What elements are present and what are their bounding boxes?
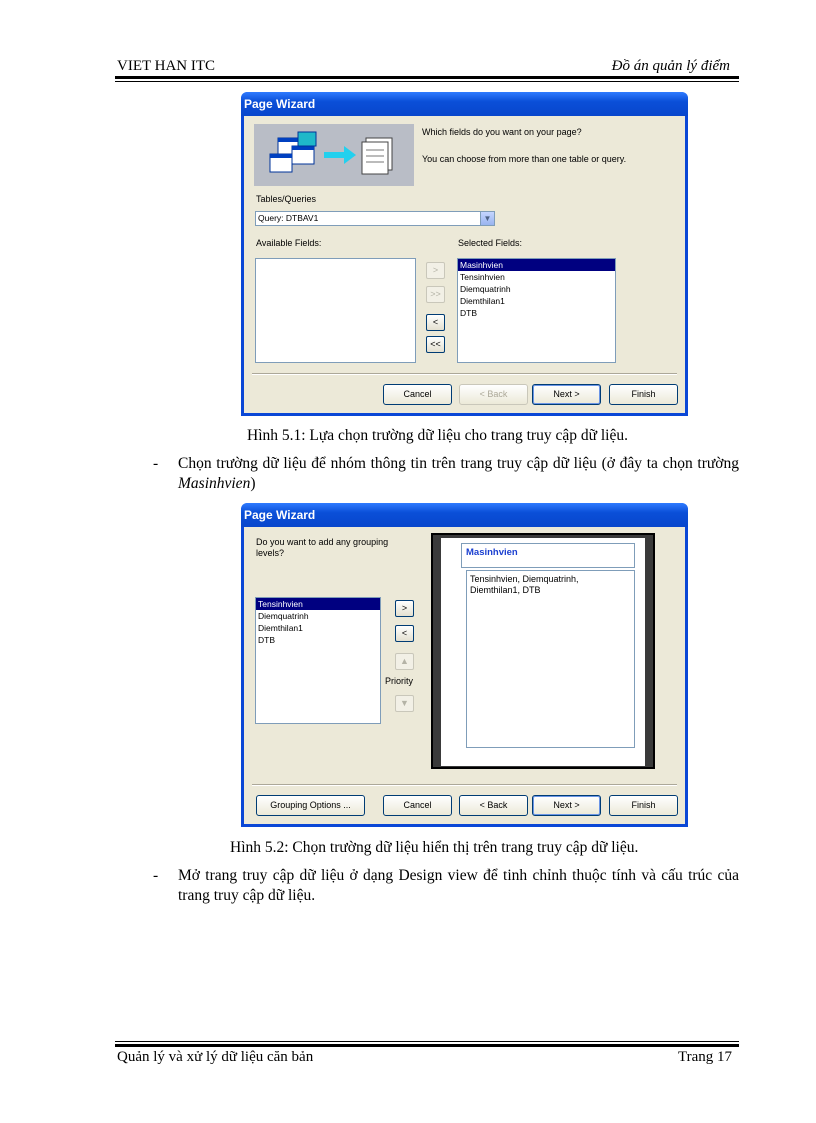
list-item[interactable]: Masinhvien bbox=[458, 259, 615, 271]
add-all-fields-button[interactable]: >> bbox=[426, 286, 445, 303]
page-header-left: VIET HAN ITC bbox=[117, 58, 216, 74]
footer-rule-thin bbox=[115, 1041, 739, 1042]
divider bbox=[252, 784, 677, 786]
dialog-body bbox=[244, 527, 685, 824]
finish-button[interactable]: Finish bbox=[609, 795, 678, 816]
back-button[interactable]: < Back bbox=[459, 384, 528, 405]
footer-rule-thick bbox=[115, 1044, 739, 1047]
figure-caption-1: Hình 5.1: Lựa chọn trường dữ liệu cho trang truy cập dữ liệu. bbox=[247, 427, 628, 444]
tables-queries-combo[interactable] bbox=[255, 211, 495, 226]
bullet-paragraph-1 bbox=[153, 454, 739, 494]
selected-fields-list[interactable] bbox=[457, 258, 616, 363]
arrow-down-icon: ▼ bbox=[400, 698, 409, 708]
next-button[interactable]: Next > bbox=[532, 384, 601, 405]
list-item[interactable]: Diemthilan1 bbox=[460, 296, 505, 306]
list-item[interactable]: Diemquatrinh bbox=[460, 284, 511, 294]
add-field-button[interactable]: > bbox=[426, 262, 445, 279]
list-item[interactable]: DTB bbox=[258, 635, 275, 645]
chevron-down-icon[interactable]: ▼ bbox=[480, 212, 494, 225]
page-number: Trang 17 bbox=[677, 1049, 732, 1065]
list-item[interactable]: Tensinhvien bbox=[460, 272, 505, 282]
figure-caption-2: Hình 5.2: Chọn trường dữ liệu hiển thị trên trang truy cập dữ liệu. bbox=[230, 839, 639, 856]
remove-grouping-button[interactable]: < bbox=[395, 625, 414, 642]
bullet-text-emphasis: Masinhvien bbox=[178, 475, 251, 492]
bullet-dash: - bbox=[153, 867, 159, 884]
tables-queries-label: Tables/Queries bbox=[256, 194, 317, 204]
preview-group-field: Masinhvien bbox=[466, 547, 518, 558]
dialog-body bbox=[244, 116, 685, 413]
dialog-title: Page Wizard bbox=[241, 92, 688, 116]
list-item[interactable]: DTB bbox=[460, 308, 477, 318]
bullet-text: Mở trang truy cập dữ liệu ở dạng Design view để tinh chỉnh thuộc tính và cấu trúc của trang truy cập dữ liệu. bbox=[178, 867, 739, 904]
finish-button[interactable]: Finish bbox=[609, 384, 678, 405]
header-rule-thin bbox=[115, 81, 739, 82]
bullet-paragraph-2 bbox=[153, 866, 739, 906]
grouping-options-button[interactable]: Grouping Options ... bbox=[256, 795, 365, 816]
wizard-prompt-line2: You can choose from more than one table or query. bbox=[422, 154, 627, 164]
dialog-title: Page Wizard bbox=[241, 503, 688, 527]
selected-fields-label: Selected Fields: bbox=[458, 238, 523, 248]
bullet-dash: - bbox=[153, 455, 159, 472]
divider bbox=[252, 373, 677, 375]
tables-queries-value: Query: DTBAV1 bbox=[258, 213, 319, 223]
arrow-up-icon: ▲ bbox=[400, 656, 409, 666]
header-rule-thick bbox=[115, 76, 739, 79]
wizard-illustration bbox=[254, 124, 414, 186]
bullet-text bbox=[178, 454, 739, 494]
page-footer-left: Quản lý và xử lý dữ liệu căn bản bbox=[117, 1049, 314, 1065]
preview-page bbox=[441, 538, 645, 766]
list-item[interactable]: Tensinhvien bbox=[256, 598, 380, 610]
priority-up-button[interactable] bbox=[395, 653, 414, 670]
list-item[interactable]: Diemquatrinh bbox=[258, 611, 309, 621]
priority-down-button[interactable] bbox=[395, 695, 414, 712]
cancel-button[interactable]: Cancel bbox=[383, 795, 452, 816]
preview-detail-section bbox=[466, 570, 635, 748]
available-fields-list[interactable] bbox=[255, 258, 416, 363]
list-item[interactable]: Diemthilan1 bbox=[258, 623, 303, 633]
grouping-fields-list[interactable] bbox=[255, 597, 381, 724]
add-grouping-button[interactable]: > bbox=[395, 600, 414, 617]
remove-field-button[interactable]: < bbox=[426, 314, 445, 331]
bullet-text-tail: ) bbox=[250, 475, 256, 492]
priority-label: Priority bbox=[385, 676, 414, 686]
layout-preview bbox=[431, 533, 655, 769]
next-button[interactable]: Next > bbox=[532, 795, 601, 816]
page-wizard-dialog-fields bbox=[241, 92, 688, 416]
available-fields-label: Available Fields: bbox=[256, 238, 322, 248]
back-button[interactable]: < Back bbox=[459, 795, 528, 816]
wizard-prompt-line1: Which fields do you want on your page? bbox=[422, 127, 582, 137]
cancel-button[interactable]: Cancel bbox=[383, 384, 452, 405]
grouping-prompt: Do you want to add any grouping levels? bbox=[256, 537, 389, 558]
page-wizard-dialog-grouping bbox=[241, 503, 688, 827]
page-header-right: Đồ án quản lý điểm bbox=[611, 58, 730, 74]
preview-detail-fields: Tensinhvien, Diemquatrinh, Diemthilan1, DTB bbox=[470, 574, 579, 595]
bullet-text-main: Chọn trường dữ liệu để nhóm thông tin trên trang truy cập dữ liệu (ở đây ta chọn trường bbox=[178, 455, 739, 472]
remove-all-fields-button[interactable]: << bbox=[426, 336, 445, 353]
preview-group-header bbox=[461, 543, 635, 568]
tables-icon bbox=[254, 124, 414, 186]
